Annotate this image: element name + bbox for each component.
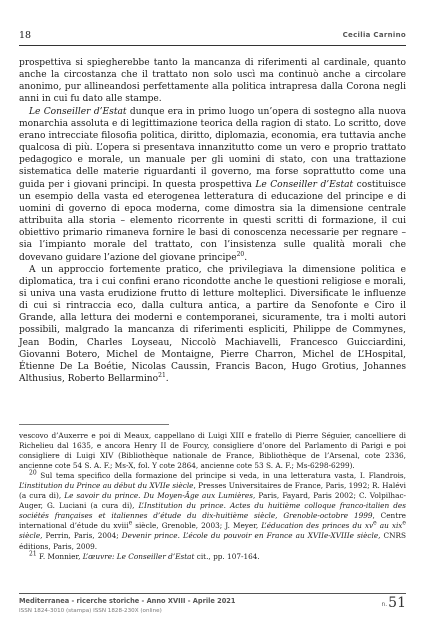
footnote-21: $^{21}$ F. Monnier, L’œuvre: Le Conseiller d’Estat cit., pp. 107-164. (29, 550, 260, 561)
journal-page-number: n. 51 (381, 595, 406, 611)
footnote-ref-20[interactable]: 20 (236, 250, 245, 258)
issn-line: ISSN 1824-3010 (stampa) ISSN 1828-230X (online) (19, 608, 162, 614)
page-header (19, 30, 406, 44)
page-number: 18 (19, 30, 32, 41)
paragraph-1: prospettiva si spiegherebbe tanto la mancanza di riferimenti al cardinale, quanto anche la circostanza che il trattato non solo uscì ma continuò anche a circolare anonimo, pur allineandosi perfettamente alla politica intrapresa dalla Corona negli anni in cui fu dato alle stampe. (19, 58, 406, 105)
footer-divider (19, 593, 406, 594)
running-head-author: Cecilia Carnino (342, 31, 406, 39)
page-footer (19, 597, 406, 627)
footnote-divider (19, 424, 169, 425)
footnotes (19, 431, 406, 562)
journal-title: Mediterranea - ricerche storiche - Anno XVIII - Aprile 2021 (19, 597, 236, 605)
paragraph-2: Le Conseiller d’Estat dunque era in primo luogo un’opera di sostegno alla nuova monarchia assoluta e di legittimazione teorica della ragion di stato. Lo scritto, dove erano intrecciate filosofia politica, diritto, diplomazia, economia, era tuttavia anche qualcosa di più. L’opera si presentava innanzitutto come un vero e proprio trattato pedagogico e morale, un manuale per gli uomini di stato, con una trattazione sistematica delle materie riguardanti il governo, ma forse soprattutto come una guida per i giovani principi. In questa prospettiva Le Conseiller d’Estat costituisce un esempio della vasta ed eterogenea letteratura di educazione del principe e di uomini di governo di epoca moderna, come dimostra sia la dimensione centrale attribuita alla storia – elemento ricorrente in questi scritti di formazione, il cui obiettivo primario rimaneva fornire le basi di conoscenza necessarie per regnare – sia l’impianto morale del trattato, con l’insistenza sulle qualità morali che dovevano guidare l’azione del giovane principe$^{20}$. (19, 106, 407, 263)
footnote-continued: vescovo d’Auxerre e poi di Meaux, cappellano di Luigi XIII e fratello di Pierre Séguier, cancelliere di Richelieu dal 1635, e ancora Henry II de Fourcy, consigliere d’onore del Parlamento di Parigi e poi consigliere di Luigi XIV (Bibliothèque nationale de France, Bibliothèque de l’Arsenal, cote 2336, ancienne cote 54 S. A. F.; Ms-X, fol. Y cote 2864, ancienne cote 53 S. A. F.; Ms-6298-6299). (19, 431, 406, 471)
footnote-20: $^{20}$ Sul tema specifico della formazione del principe si veda, in una letteratura vasta, I. Flandrois, L’institution du Prince au début du XVIIe siècle, Presses Universitaires de France, Paris, 1992; R. Halévi (a cura di), Le savoir du prince. Du Moyen-Âge aux Lumières, Paris, Fayard, Paris 2002; C. Volpilhac-Auger, G. Luciani (a cura di), L’Institution du prince. Actes du huitième colloque franco-italien des sociétés françaises et italiennes d’étude du dix-huitième siècle, Grenoble-octobre 1999, Centre international d’étude du xviii$^e$ siècle, Grenoble, 2003; J. Meyer, L’éducation des princes du $xv^e$ au xix$^e$ siècle, Perrin, Paris, 2004; Devenir prince. L’école du pouvoir en France au XVIIe-XVIIIe siècle, CNRS éditions, Paris, 2009. (19, 469, 407, 551)
work-title: Le Conseiller d’Estat (29, 106, 127, 117)
footnote-ref-21[interactable]: 21 (158, 372, 166, 380)
paragraph-3: A un approccio fortemente pratico, che privilegiava la dimensione politica e diplomatica, tra i cui confini erano ricondotte anche le questioni religiose e morali, si univa una vasta erudizione frutto di letture molteplici. Diversificate le influenze di cui si rintraccia eco, dalla cultura antica, a partire da Senofonte e Ciro il Grande, alla lettura dei moderni e contemporanei, sicuramente, tra i molti autori possibili, malgrado la mancanza di riferimenti espliciti, Philippe de Commynes, Jean Bodin, Charles Loyseau, Niccolò Machiavelli, Francesco Guicciardini, Giovanni Botero, Michel de Montaigne, Pierre Charron, Michel de L’Hospital, Étienne De La Boétie, Nicolas Caussin, Francis Bacon, Hugo Grotius, Johannes Althusius, Roberto Bellarmino$^{21}$. (19, 264, 406, 385)
work-title: Le Conseiller d’Estat (255, 179, 354, 190)
main-text (19, 57, 406, 385)
header-divider (19, 45, 406, 46)
